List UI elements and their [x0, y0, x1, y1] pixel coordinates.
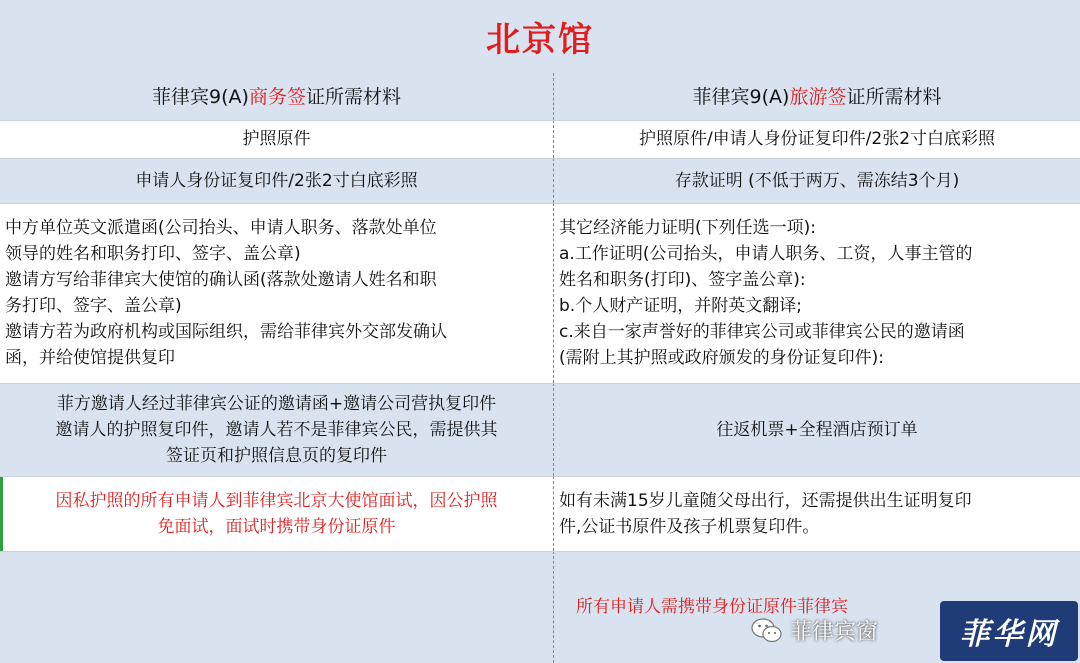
wechat-icon [750, 615, 784, 645]
row-edge-marker [0, 476, 3, 551]
table-row [0, 203, 1080, 383]
table-row [0, 158, 1080, 203]
business-requirement-cell: 申请人身份证复印件/2张2寸白底彩照 [0, 158, 554, 203]
business-requirement-cell: 菲方邀请人经过菲律宾公证的邀请函+邀请公司营执复印件 邀请人的护照复印件，邀请人若不是菲律宾公民，需提供其 签证页和护照信息页的复印件 [0, 383, 554, 476]
divider [0, 551, 1080, 552]
business-requirement-cell: 护照原件 [0, 120, 554, 158]
header-tourist-visa: 菲律宾9(A) 旅游签 证所需材料 [554, 73, 1080, 120]
divider [0, 476, 1080, 477]
business-visa-highlight: 商务签 [248, 85, 306, 108]
brand-logo: 菲华网 [940, 601, 1078, 661]
tourist-requirement-cell: 护照原件/申请人身份证复印件/2张2寸白底彩照 [554, 120, 1080, 158]
id-card-note: 所有申请人需携带身份证原件菲律宾 [576, 597, 848, 617]
business-interview-note: 因私护照的所有申请人到菲律宾北京大使馆面试，因公护照 免面试，面试时携带身份证原件 [0, 476, 554, 551]
watermark [750, 601, 1080, 663]
business-requirement-cell [0, 551, 554, 663]
divider [0, 383, 1080, 384]
table-row [0, 383, 1080, 476]
tourist-visa-highlight: 旅游签 [789, 85, 847, 108]
tourist-requirement-cell: 往返机票+全程酒店预订单 [554, 383, 1080, 476]
header-business-visa: 菲律宾9(A) 商务签 证所需材料 [0, 73, 554, 120]
divider [0, 203, 1080, 204]
tourist-children-note: 如有未满15岁儿童随父母出行，还需提供出生证明复印 件,公证书原件及孩子机票复印件。 [554, 476, 1080, 551]
tourist-requirement-cell: 存款证明 (不低于两万、需冻结3个月) [554, 158, 1080, 203]
table-row [0, 120, 1080, 158]
divider [0, 158, 1080, 159]
header-row [0, 73, 1080, 120]
business-requirement-cell: 中方单位英文派遣函(公司抬头、申请人职务、落款处单位 领导的姓名和职务打印、签字、盖公章) 邀请方写给菲律宾大使馆的确认函(落款处邀请人姓名和职 务打印、签字、盖公章) 邀请方若为政府机构或国际组织，需给菲律宾外交部发确认 函，并给使馆提供复印 [0, 203, 554, 383]
page-title: 北京馆 [0, 0, 1080, 74]
watermark-account: 菲律宾窗 [790, 620, 879, 645]
divider [0, 120, 1080, 121]
tourist-requirement-cell: 其它经济能力证明(下列任选一项): a.工作证明(公司抬头，申请人职务、工资，人事主管的 姓名和职务(打印)、签字盖公章): b.个人财产证明，并附英文翻译; c.来自一家声誉好的菲律宾公司或菲律宾公民的邀请函 (需附上其护照或政府颁发的身份证复印件): [554, 203, 1080, 383]
table-row [0, 476, 1080, 551]
